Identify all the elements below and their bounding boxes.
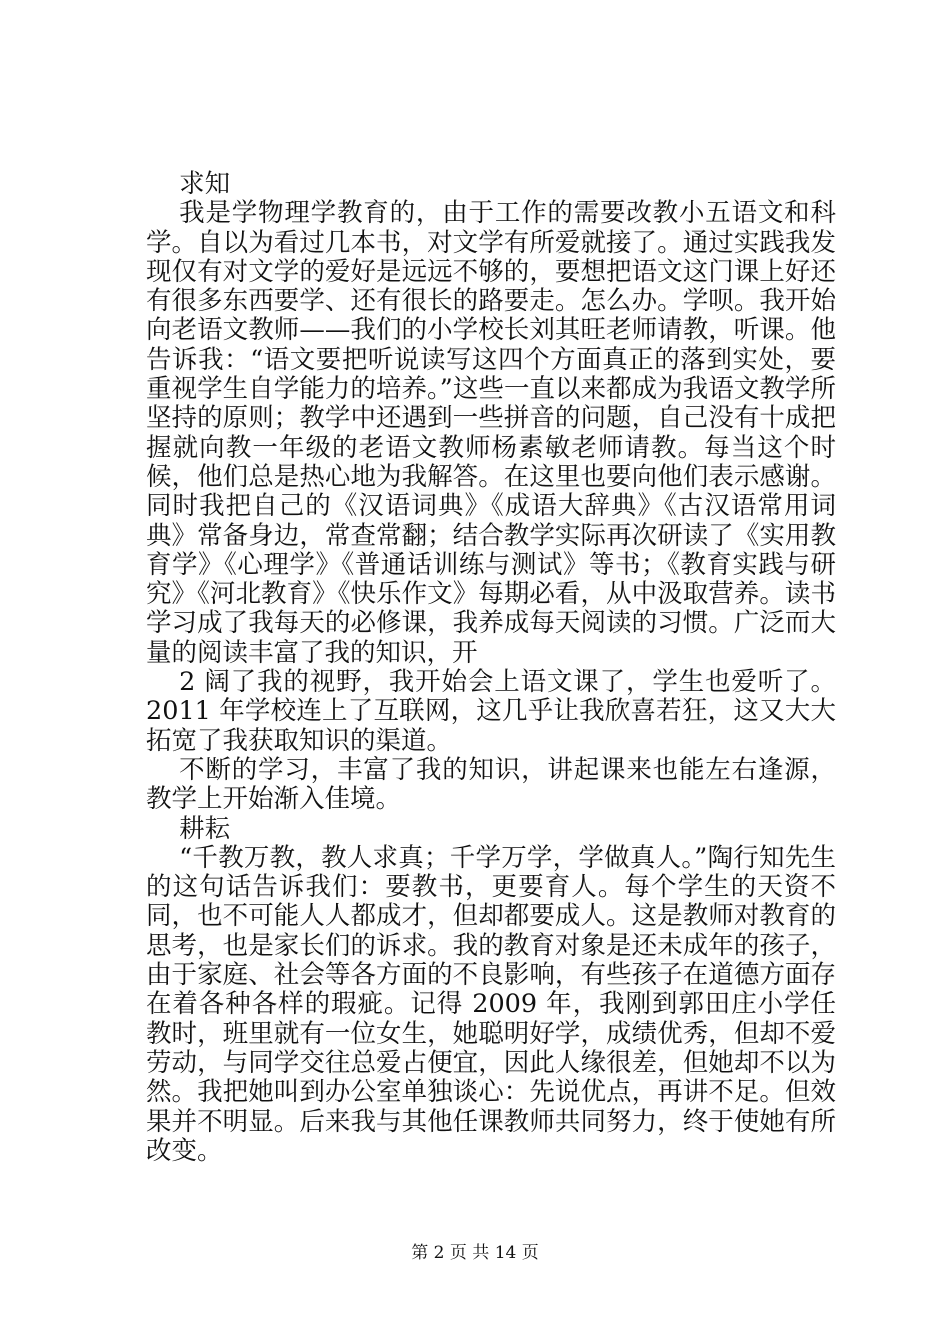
section-heading-gengyun: 耕耘 <box>179 813 231 844</box>
section-heading-qiuzhi: 求知 <box>179 169 231 199</box>
paragraph: 我是学物理学教育的，由于工作的需要改教小五语文和科学。自以为看过几本书，对文学有所爱就接了。通过实践我发现仅有对文学的爱好是远远不够的，要想把语文这门课上好还有很多东西要学、还有很长的路要走。怎么办。学呗。我开始向老语文教师——我们的小学校长刘其旺老师请教，听课。他告诉我：“语文要把听说读写这四个方面真正的落到实处，要重视学生自学能力的培养。”这些一直以来都成为我语文教学所坚持的原则；教学中还遇到一些拼音的问题，自己没有十成把握就向教一年级的老语文教师杨素敏老师请教。每当这个时候，他们总是热心地为我解答。在这里也要向他们表示感谢。同时我把自己的《汉语词典》《成语大辞典》《古汉语常用词典》常备身边，常查常翻；结合教学实际再次研读了《实用教育学》《心理学》《普通话训练与测试》等书；《教育实践与研究》《河北教育》《快乐作文》每期必看，从中汲取营养。读书学习成了我每天的必修课，我养成每天阅读的习惯。广泛而大量的阅读丰富了我的知识，开 <box>146 198 836 668</box>
paragraph: 不断的学习，丰富了我的知识，讲起课来也能左右逢源，教学上开始渐入佳境。 <box>146 754 836 815</box>
document-body <box>146 170 836 1166</box>
paragraph: “千教万教，教人求真；千学万学，学做真人。”陶行知先生的这句话告诉我们：要教书，更要育人。每个学生的天资不同，也不可能人人都成才，但却都要成人。这是教师对教育的思考，也是家长们的诉求。我的教育对象是还未成年的孩子，由于家庭、社会等各方面的不良影响，有些孩子在道德方面存在着各种各样的瑕疵。记得 2009 年，我刚到郭田庄小学任教时，班里就有一位女生，她聪明好学，成绩优秀，但却不爱劳动，与同学交往总爱占便宜，因此人缘很差，但她却不以为然。我把她叫到办公室单独谈心：先说优点，再讲不足。但效果并不明显。后来我与其他任课教师共同努力，终于使她有所改变。 <box>146 842 836 1166</box>
page-footer: 第 2 页 共 14 页 <box>411 1243 539 1263</box>
paragraph: 2 阔了我的视野，我开始会上语文课了，学生也爱听了。2011 年学校连上了互联网，这几乎让我欣喜若狂，这又大大拓宽了我获取知识的渠道。 <box>146 667 836 756</box>
